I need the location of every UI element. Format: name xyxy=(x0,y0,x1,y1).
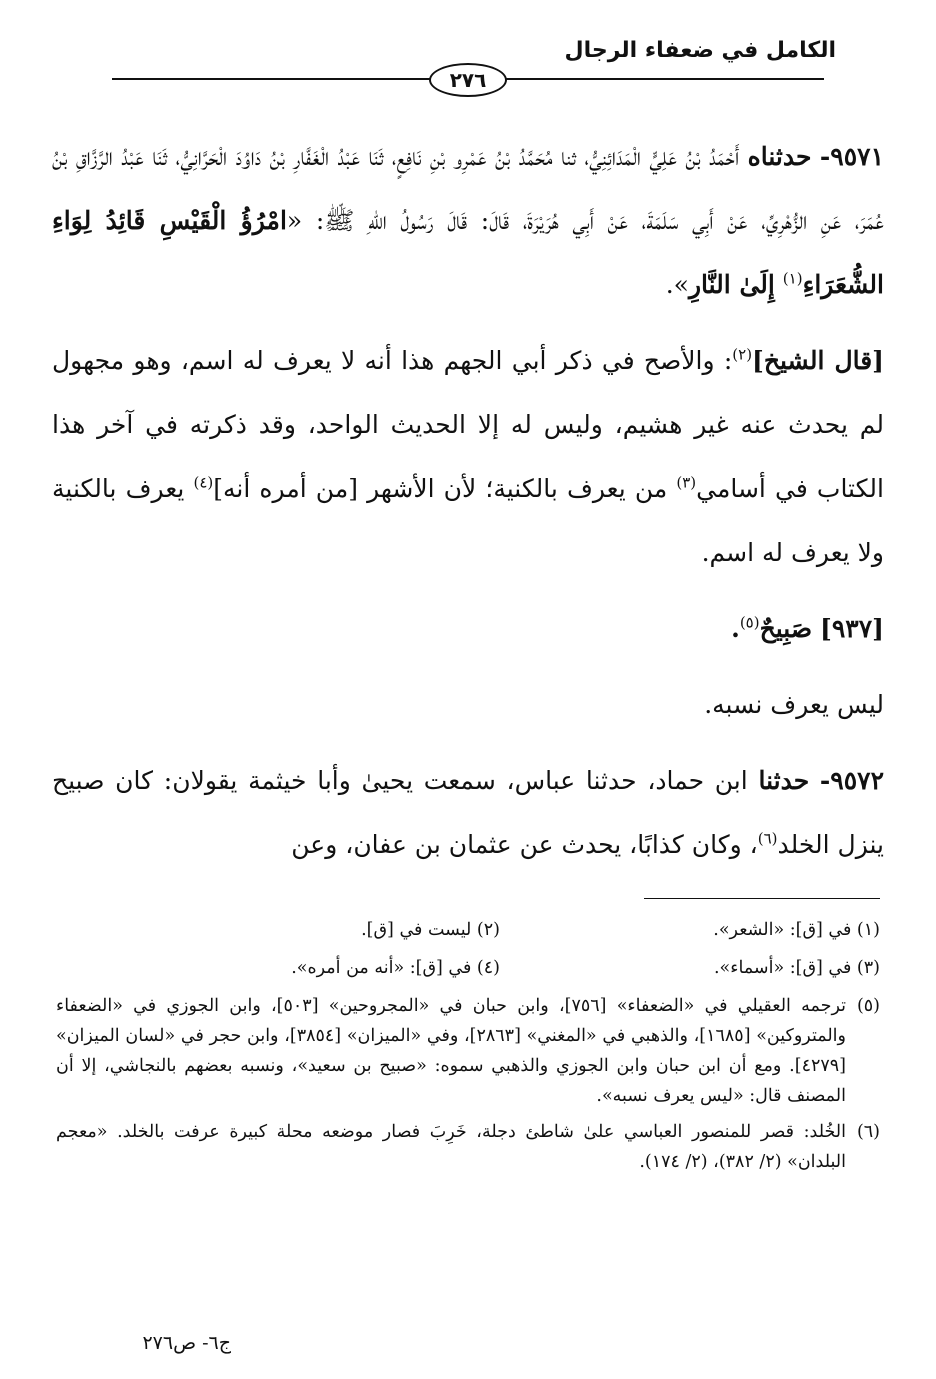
footnote-ref-3[interactable]: (٣) xyxy=(676,473,697,492)
spacer xyxy=(52,585,884,597)
footnote-6 xyxy=(56,1117,880,1177)
footnote-2: (٢) ليست في [ق]. xyxy=(361,920,500,940)
hadith-9572 xyxy=(52,749,884,877)
footnote-ref-2[interactable]: (٢) xyxy=(732,345,753,364)
footnote-number: (٦) xyxy=(856,1122,880,1142)
footnote-separator xyxy=(644,898,880,899)
footnote-ref-4[interactable]: (٤) xyxy=(193,473,214,492)
spacer xyxy=(52,661,884,673)
footnote-text: الخُلد: قصر للمنصور العباسي علىٰ شاطئ دجلة، خَرِبَ فصار موضعه محلة كبيرة عرفت بالخلد. «معجم البلدان» (٢/ ٣٨٢)، (٢/ ١٧٤). xyxy=(56,1122,846,1172)
hadith-text-b: ، وكان كذابًا، يحدث عن عثمان بن عفان، وعن xyxy=(291,830,758,859)
footnotes xyxy=(56,915,880,1177)
sheikh-paragraph xyxy=(52,329,884,585)
footnote-text: ترجمه العقيلي في «الضعفاء» [٧٥٦]، وابن حبان في «المجروحين» [٥٠٣]، وابن الجوزي في «الضعفاء والمتروكين» [١٦٨٥]، والذهبي في «المغني» [٢٨٦٣]، وفي «الميزان» [٣٨٥٤]، وابن حجر في «لسان الميزان» [٤٢٧٩]. ومع أن ابن حبان وابن الجوزي والذهبي سموه: «صبيح بن سعيد»، ونسبه بعضهم بالنجاشي، إلا أن المصنف قال: «ليس يعرف نسبه». xyxy=(56,996,847,1106)
sheikh-label: [قال الشيخ] xyxy=(752,346,885,375)
entry-description: ليس يعرف نسبه. xyxy=(704,690,884,719)
entry-heading xyxy=(52,597,884,661)
hadith-quote: امْرُؤُ الْقَيْسِ قَائِدُ لِوَاءِ الشُّعَرَاءِ xyxy=(52,206,884,299)
sheikh-text-b: من يعرف بالكنية؛ لأن الأشهر [من أمره أنه] xyxy=(213,474,677,503)
quote-close: ». xyxy=(665,270,689,299)
footnote-number: (٥) xyxy=(856,996,880,1016)
footnote-ref-6[interactable]: (٦) xyxy=(757,829,778,848)
footnote-1: (١) في [ق]: «الشعر». xyxy=(713,920,880,940)
hadith-quote-end: إِلَىٰ النَّارِ xyxy=(688,270,775,299)
hadith-number: ٩٥٧١- xyxy=(819,142,884,171)
footnote-5 xyxy=(56,991,880,1111)
entry-name: صَبِيحٌ xyxy=(759,614,813,643)
footnote-row xyxy=(56,915,880,945)
hadith-text-a: ابن حماد، حدثنا عباس، سمعت يحيىٰ وأبا خيثمة يقولان: كان صبيح ينزل الخلد xyxy=(52,766,884,859)
sheikh-text-c: يعرف بالكنية ولا يعرف له اسم. xyxy=(52,474,884,567)
page-number-badge: ٢٧٦ xyxy=(429,63,507,97)
entry-period: . xyxy=(731,614,740,643)
narration-word: حدثنا xyxy=(758,766,810,795)
narration-word: حدثناه xyxy=(747,142,812,171)
footnote-3: (٣) في [ق]: «أسماء». xyxy=(713,958,880,978)
running-header-title: الكامل في ضعفاء الرجال xyxy=(564,38,836,63)
spacer xyxy=(52,737,884,749)
footnote-ref-1[interactable]: (١) xyxy=(782,269,803,288)
sheikh-text-a: : والأصح في ذكر أبي الجهم هذا أنه لا يعرف له اسم، وهو مجهول لم يحدث عنه غير هشيم، وليس له إلا الحديث الواحد، وقد ذكرته في آخر هذا الكتاب في أسامي xyxy=(52,346,884,503)
hadith-number: ٩٥٧٢- xyxy=(819,766,884,795)
footnote-row xyxy=(56,953,880,983)
page-reference: ج٦- ص٢٧٦ xyxy=(142,1332,231,1354)
hadith-9571 xyxy=(52,125,884,317)
isnad-text: أَحْمَدُ بْنُ عَلِيٍّ الْمَدَائِنِيُّ، ثنا مُحَمَّدُ بْنُ عَمْرِو بْنِ نَافِعٍ، ثَنَا عَبْدُ الْغَفَّارِ بْنُ دَاوُدَ الْحَرَّانِيُّ، ثَنَا عَبْدُ الرَّزَّاقِ بْنُ عُمَرَ، عَنِ الزُّهْرِيِّ، عَنْ أَبِي سَلَمَةَ، عَنْ أَبِي هُرَيْرَةَ، قَالَ: قَالَ رَسُولُ اللهِ ﷺ: « xyxy=(52,142,884,235)
entry-number: [٩٣٧] xyxy=(820,614,884,643)
spacer xyxy=(52,317,884,329)
footnote-ref-5[interactable]: (٥) xyxy=(739,613,760,632)
main-text xyxy=(52,125,884,877)
footnote-4: (٤) في [ق]: «أنه من أمره». xyxy=(291,958,500,978)
